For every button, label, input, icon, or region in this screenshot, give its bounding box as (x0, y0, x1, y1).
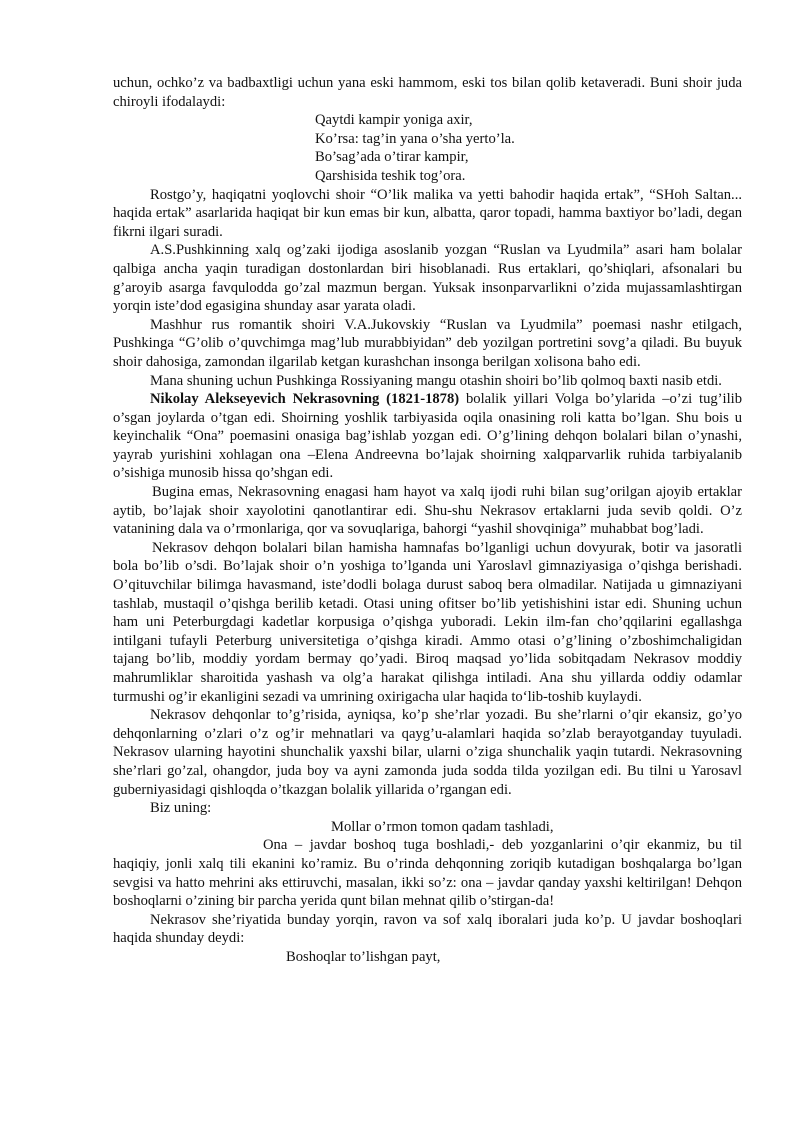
verse-line: Bo’sag’ada o’tirar kampir, (315, 149, 469, 166)
paragraph-intro: uchun, ochko’z va badbaxtligi uchun yana eski hammom, eski tos bilan qolib ketaveradi. Buni shoir juda chiroyli ifodalaydi: (113, 75, 742, 110)
paragraph-enaga: Bugina emas, Nekrasovning enagasi ham hayot va xalq ijodi ruhi bilan sug’orilgan ajoyib ertaklar aytib, bo’lajak shoir xayolotini qanotlantirar edi. Shu-shu Nekrasov ertaklarni juda sevib qoldi. O’z vatanining dala va o’rmonlariga, qor va sovuqlariga, bahorgi “yashil shovqiniga” muhabbat bog’ladi. (113, 484, 742, 538)
paragraph-ona-javdar: Ona – javdar boshoq tuga boshladi,- deb yozganlarini o’qir ekanmiz, bu til haqiqiy, jonli xalq tili ekanini ko’ramiz. Bu o’rinda dehqonning zoriqib kutadigan boshqalarga bo’lgan sevgisi va hatto mehrini aks ettiruvchi, masalan, ikki so’z: ona – javdar qanday yaxshi keltirilgan! Dehqon boshoqlarni o’zining bir parcha yerida qunt bilan mehnat qilib o’stirgan-da! (113, 837, 742, 910)
verse-line: Qarshisida teshik tog’ora. (315, 167, 466, 184)
paragraph-childhood: Nekrasov dehqon bolalari bilan hamisha hamnafas bo’lganligi uchun dovyurak, botir va jasoratli bola bo’lib o’sdi. Bo’lajak shoir o’n yoshiga to’lganda uni Yaroslavl gimnaziyasiga o’qishga berishadi. O’qituvchilar bilimga havasmand, iste’dodli bolaga durust saboq bera olmadilar. Natijada u gimnaziyani tashlab, mustaqil o’qishga berilib ketadi. Otasi uning ofitser bo’lib yetishishini istar edi. Shuning uchun ham uni Peterburgdagi kadetlar korpusiga o’qishga yuboradi. Lekin ilm-fan cho’qqilarini egallashga intilgani tufayli Peterburg universitetiga o’qishga kiradi. Ammo otasi o’g’lining o’zboshimchaligidan tajang bo’lib, moddiy yordam bermay qo’yadi. Biroq maqsad yo’lida sobitqadam Nekrasov moddiy mahrumliklar sharoitida yashash va olg’a harakat qilishga intiladi. Ana shu yillarda oddiy odamlar turmushi og’ir ekanligini sezadi va umrining oxirigacha ular haqida to‘lib-toshib kuylaydi. (113, 539, 742, 705)
paragraph-rostgoy: Rostgo’y, haqiqatni yoqlovchi shoir “O’lik malika va yetti bahodir haqida ertak”, “SHoh Saltan... haqida ertak” asarlarida haqiqat bir kun emas bir kun, albatta, qaror topadi, hamma baxtiyor bo’ladi, degan fikrni ilgari suradi. (113, 186, 742, 240)
verse-line: Ko’rsa: tag’in yana o’sha yerto’la. (315, 130, 515, 147)
paragraph-peasants: Nekrasov dehqonlar to’g’risida, ayniqsa, ko’p she’rlar yozadi. Bu she’rlarni o’qir ekansiz, go’yo dehqonlarning o’zlari o’z og’ir mehnatlari va qayg’u-alamlari haqida so’zlab berayotganday tuyuladi. Nekrasov ularning hayotini shunchalik yaxshi bilar, ularni o’ziga shunchalik yaqin tutardi. Nekrasovning she’rlari go’zal, ohangdor, juda boy va ayni zamonda juda sodda tilda yozilgan edi. Bu tilni u Yarosavl guberniyasidagi qishloqda o’tkazgan bolalik yillarida o’rgangan edi. (113, 707, 742, 798)
paragraph-biz-uning: Biz uning: (150, 800, 212, 817)
paragraph-pushkin-fate: Mana shuning uchun Pushkinga Rossiyaning mangu otashin shoiri bo’lib qolmoq baxti nasib etdi. (150, 372, 722, 389)
paragraph-ruslan-lyudmila: A.S.Pushkinning xalq og’zaki ijodiga asoslanib yozgan “Ruslan va Lyudmila” asari ham bolalar qalbiga ancha yaqin turadigan dostonlardan biri hisoblanadi. Rus ertaklari, qo’shiqlari, afsonalari bu g’aroyib asarga favqulodda go’zal mazmun bergan. Yuksak insonparvarlikni o’zida mujassamlashtirgan yorqin iste’dod egasigina shunday asar yarata oladi. (113, 242, 742, 315)
verse-line-mollar: Mollar o’rmon tomon qadam tashladi, (331, 818, 554, 835)
paragraph-nekrasov-intro (113, 390, 742, 483)
verse-line: Qaytdi kampir yoniga axir, (315, 112, 473, 129)
paragraph-jukovskiy: Mashhur rus romantik shoiri V.A.Jukovskiy “Ruslan va Lyudmila” poemasi nashr etilgach, Pushkinga “G’olib o’quvchimga mag’lub murabbiyidan” deb yozilgan portretini sovg’a qiladi. Bu buyuk shoir dahosiga, zamondan ilgarilab ketgan kurashchan insonga berilgan xolisona baho edi. (113, 316, 742, 370)
verse-line-boshoqlar: Boshoqlar to’lishgan payt, (286, 948, 441, 965)
nekrasov-heading: Nikolay Alekseyevich Nekrasovning (1821-1878) (150, 391, 460, 408)
paragraph-xalq-iboralari: Nekrasov she’riyatida bunday yorqin, ravon va sof xalq iboralari juda ko’p. U javdar boshoqlari haqida shunday deydi: (113, 911, 742, 947)
verse-block-1 (113, 111, 742, 185)
nekrasov-intro-text: bolalik yillari Volga bo’ylarida –o’zi tug’ilib o’sgan joylarda o’tgan edi. Shoirning yoshlik tarbiyasida oqila onasining roli katta bo’lgan. Shu bois u keyinchalik “Ona” poemasini onasiga bag’ishlab yozgan edi. O’g’lining dehqon bolalari bilan o’ynashi, yayrab yurishini xohlagan ona –Elena Andreevna bo’lajak shoirning xalqparvarlik ruhida tarbiyalanib o’sishiga munosib hissa qo’shgan edi. (113, 391, 742, 482)
